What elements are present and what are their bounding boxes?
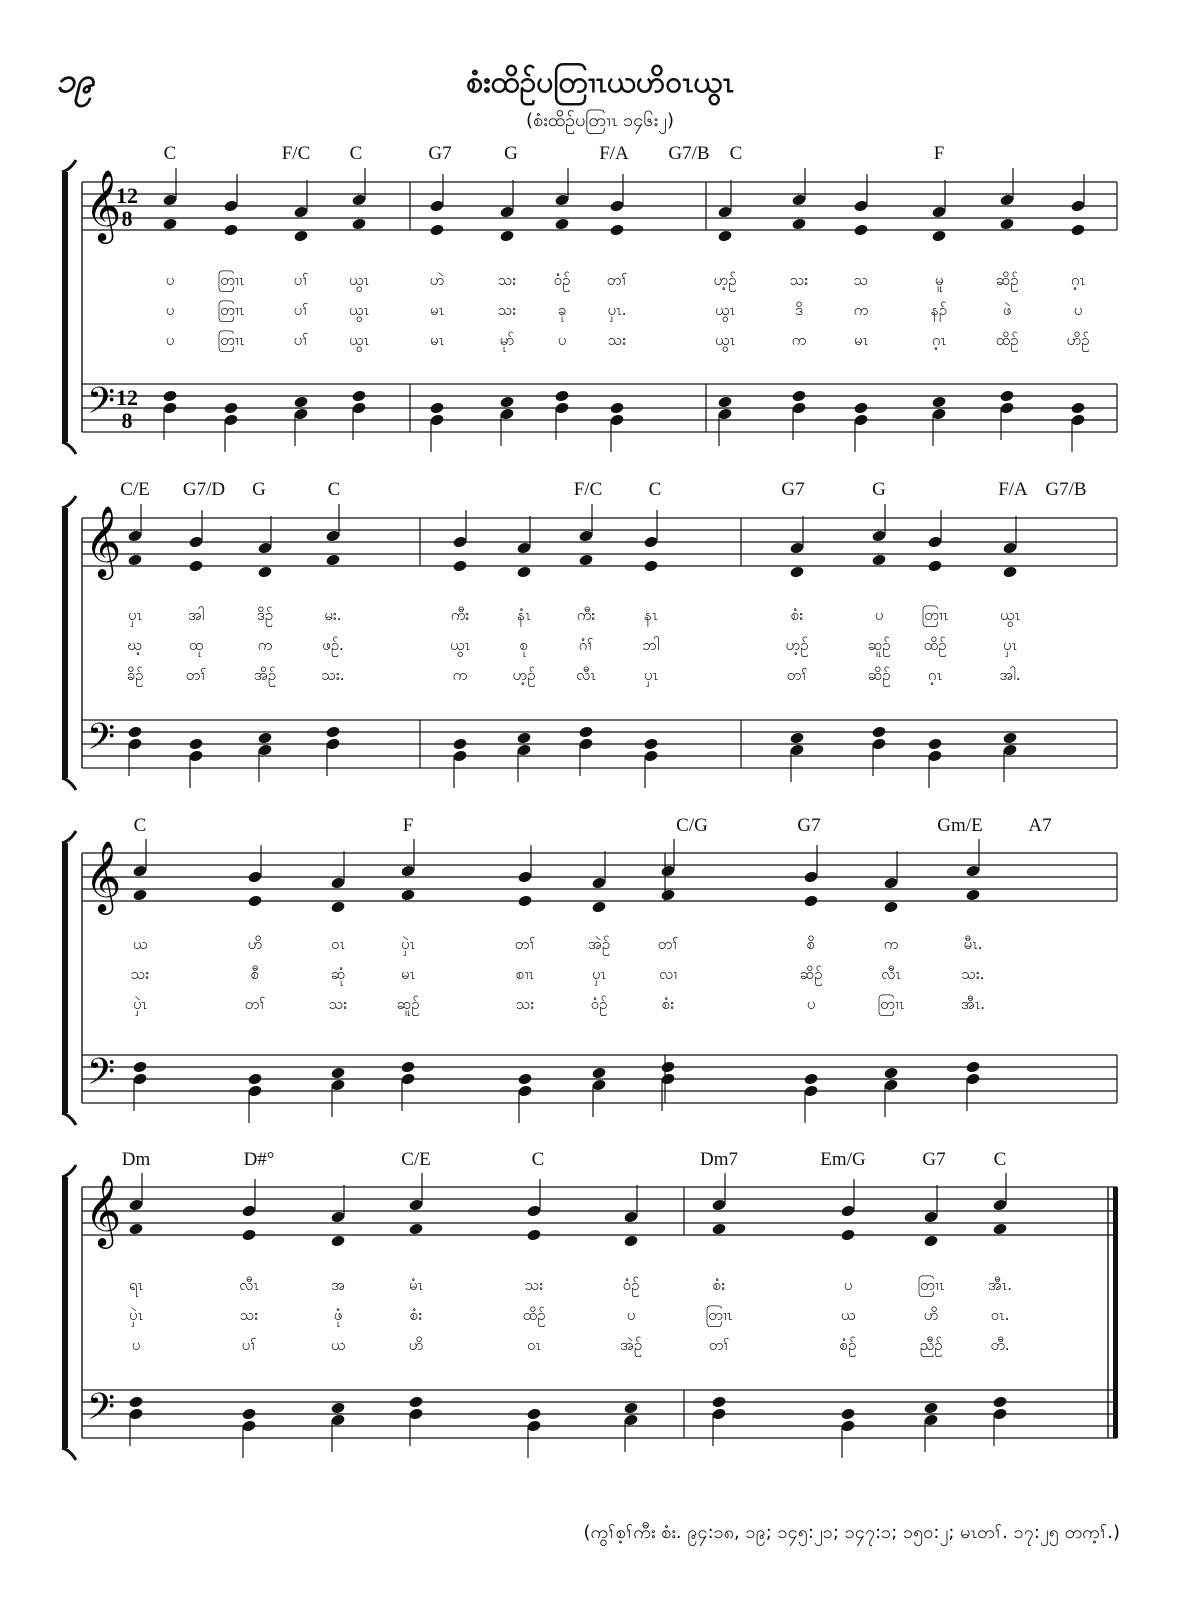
bass-note-head bbox=[132, 1060, 147, 1073]
bass-note-head bbox=[965, 1060, 980, 1073]
bass-note-head bbox=[127, 725, 142, 738]
bass-note-head bbox=[717, 395, 732, 408]
bass-clef-icon: 𝄢 bbox=[86, 716, 116, 767]
lyric-syllable: ဂ့ၤ bbox=[927, 666, 943, 684]
system-bracket bbox=[62, 1177, 68, 1448]
lyric-syllable: ယ bbox=[330, 1336, 346, 1354]
lyric-syllable: စု bbox=[519, 636, 529, 654]
lyric-syllable: မၤ bbox=[429, 301, 445, 319]
bracket-hook bbox=[62, 496, 76, 508]
bass-note-head bbox=[429, 401, 444, 414]
lyric-syllable: လီၤ bbox=[239, 1276, 259, 1294]
bass-note-head bbox=[554, 389, 569, 402]
chord-symbol: Dm7 bbox=[700, 1149, 738, 1170]
lyric-syllable: တၢ် bbox=[244, 995, 266, 1013]
lyric-syllable: ထိဉ် bbox=[923, 636, 947, 654]
lyric-syllable: သး bbox=[789, 271, 809, 289]
lyric-syllable: တၢ် bbox=[708, 1336, 730, 1354]
bass-note-head bbox=[999, 389, 1014, 402]
lyric-syllable: အ bbox=[331, 1276, 345, 1294]
treble-note-head bbox=[660, 888, 675, 901]
treble-note-head bbox=[623, 1234, 638, 1247]
bass-clef-icon: 𝄢 bbox=[86, 380, 116, 431]
bass-note-head bbox=[517, 1072, 532, 1085]
lyric-syllable: ဃ့ bbox=[127, 636, 143, 654]
treble-note-head bbox=[408, 1222, 423, 1235]
bass-note-head bbox=[293, 395, 308, 408]
lyric-syllable: ဟိ bbox=[247, 935, 263, 953]
lyric-syllable: ဝၤ. bbox=[990, 1306, 1010, 1324]
treble-note-head bbox=[883, 900, 898, 913]
chord-symbol: G bbox=[252, 479, 266, 500]
chord-symbol: F bbox=[402, 815, 414, 836]
bass-note-head bbox=[840, 1407, 855, 1420]
treble-note-head bbox=[554, 217, 569, 230]
bass-note-head bbox=[516, 731, 531, 744]
chord-symbol: G7/B bbox=[668, 143, 710, 164]
chord-symbol: C bbox=[133, 815, 147, 836]
bracket-hook bbox=[62, 442, 76, 454]
lyric-syllable: ဆုံ bbox=[330, 965, 346, 983]
lyric-syllable: ထိဉ် bbox=[522, 1306, 546, 1324]
lyric-syllable: ပှၤ bbox=[591, 965, 607, 983]
treble-note-head bbox=[257, 565, 272, 578]
chord-symbol: D#° bbox=[243, 1149, 275, 1170]
lyric-syllable: ယွၤ bbox=[348, 331, 370, 349]
lyric-syllable: တၢ် bbox=[606, 271, 628, 289]
treble-note-head bbox=[526, 1228, 541, 1241]
lyric-syllable: ပ bbox=[165, 301, 175, 319]
bass-note-head bbox=[789, 731, 804, 744]
lyric-syllable: ယွၤ bbox=[714, 331, 736, 349]
chord-symbol: F/A bbox=[998, 479, 1028, 500]
lyric-syllable: သ bbox=[853, 271, 869, 289]
lyric-syllable: အါ bbox=[187, 606, 205, 624]
lyric-syllable: ဟိဉ် bbox=[1066, 331, 1090, 349]
lyric-syllable: ယွၤ bbox=[999, 606, 1021, 624]
bass-note-head bbox=[591, 1066, 606, 1079]
bass-note-head bbox=[223, 401, 238, 414]
bass-note-head bbox=[325, 725, 340, 738]
bass-note-head bbox=[803, 1072, 818, 1085]
lyric-syllable: စံး bbox=[409, 1306, 423, 1324]
lyric-syllable: ဝံဉ် bbox=[553, 271, 571, 289]
final-thick-barline bbox=[1113, 1187, 1118, 1438]
lyric-syllable: ခု bbox=[557, 301, 567, 319]
lyric-syllable: လီၤ bbox=[576, 666, 596, 684]
lyric-syllable: ဆိဉ် bbox=[799, 965, 823, 983]
treble-clef-icon: 𝄞 bbox=[84, 168, 122, 241]
bracket-hook bbox=[62, 831, 76, 843]
bass-note-head bbox=[923, 1401, 938, 1414]
lyric-syllable: မၤ bbox=[400, 965, 416, 983]
chord-symbol: G7 bbox=[797, 815, 821, 836]
lyric-syllable: သး bbox=[328, 995, 348, 1013]
lyric-syllable: တြၢၤ bbox=[217, 331, 245, 349]
lyric-syllable: စီ bbox=[250, 965, 260, 983]
lyric-syllable: အီၤ. bbox=[960, 995, 986, 1013]
chord-symbol: F bbox=[933, 143, 945, 164]
lyric-syllable: တၢ် bbox=[514, 935, 536, 953]
treble-clef-icon: 𝄞 bbox=[84, 839, 122, 912]
lyric-syllable: ပှၤ bbox=[127, 606, 143, 624]
lyric-syllable: ပှၤ bbox=[1002, 636, 1018, 654]
treble-note-head bbox=[923, 1234, 938, 1247]
lyric-syllable: ဆိဉ် bbox=[995, 271, 1019, 289]
chord-symbol: G7 bbox=[781, 479, 805, 500]
lyric-syllable: တြၢၤ bbox=[705, 1306, 733, 1324]
chord-symbol: G7 bbox=[428, 143, 452, 164]
lyric-syllable: တြၢၤ bbox=[877, 995, 905, 1013]
lyric-syllable: စၢၤ bbox=[515, 965, 535, 983]
treble-note-head bbox=[840, 1228, 855, 1241]
system-bracket bbox=[62, 508, 68, 778]
lyric-syllable: ပ bbox=[165, 331, 175, 349]
lyric-syllable: က bbox=[452, 666, 468, 684]
lyric-syllable: ပ bbox=[843, 1276, 853, 1294]
lyric-syllable: ဟ့ဉ် bbox=[512, 666, 536, 684]
chord-symbol: C/E bbox=[401, 1149, 431, 1170]
bass-note-head bbox=[883, 1066, 898, 1079]
treble-note-head bbox=[789, 565, 804, 578]
chord-symbol: C bbox=[648, 479, 662, 500]
lyric-syllable: စံဉ် bbox=[839, 1336, 857, 1354]
lyric-syllable: စံး bbox=[790, 606, 804, 624]
treble-note-head bbox=[330, 900, 345, 913]
bass-note-head bbox=[643, 737, 658, 750]
bass-note-head bbox=[711, 1395, 726, 1408]
treble-note-head bbox=[351, 217, 366, 230]
chord-symbol: G7 bbox=[922, 1149, 946, 1170]
system-bracket bbox=[62, 172, 68, 442]
lyric-syllable: ယွၤ bbox=[348, 301, 370, 319]
bass-note-head bbox=[623, 1401, 638, 1414]
lyric-syllable: အိဉ် bbox=[253, 666, 277, 684]
chord-symbol: C bbox=[349, 143, 363, 164]
bass-note-head bbox=[992, 1395, 1007, 1408]
lyric-syllable: ဟဲ bbox=[429, 271, 445, 289]
lyric-syllable: ဟ့ဉ် bbox=[713, 271, 737, 289]
bracket-hook bbox=[62, 1448, 76, 1460]
lyric-syllable: ဝံဉ် bbox=[590, 995, 608, 1013]
chord-symbol: G7/B bbox=[1045, 479, 1087, 500]
lyric-syllable: ဖဲ bbox=[1002, 301, 1012, 319]
lyric-syllable: ယ bbox=[840, 1306, 856, 1324]
lyric-syllable: တြၢၤ bbox=[917, 1276, 945, 1294]
lyric-syllable: လီၤ bbox=[881, 965, 901, 983]
lyric-syllable: ဆိဉ် bbox=[867, 666, 891, 684]
lyric-syllable: ကီး bbox=[576, 606, 596, 624]
lyric-syllable: ဒိဉ် bbox=[256, 606, 274, 624]
treble-note-head bbox=[188, 559, 203, 572]
treble-note-head bbox=[429, 223, 444, 236]
treble-note-head bbox=[162, 217, 177, 230]
chord-symbol: F/C bbox=[281, 143, 311, 164]
lyric-syllable: အါ. bbox=[999, 666, 1021, 684]
lyric-syllable: ယွၤ bbox=[348, 271, 370, 289]
lyric-syllable: ယွၤ bbox=[714, 301, 736, 319]
bass-note-head bbox=[609, 401, 624, 414]
lyric-syllable: ဒိ bbox=[795, 301, 803, 319]
bracket-hook bbox=[62, 778, 76, 790]
bass-note-head bbox=[660, 1060, 675, 1073]
lyric-syllable: က bbox=[883, 935, 899, 953]
treble-note-head bbox=[293, 229, 308, 242]
treble-note-head bbox=[578, 553, 593, 566]
lyric-syllable: ပ bbox=[806, 995, 816, 1013]
lyric-syllable: သး bbox=[497, 271, 517, 289]
lyric-syllable: ရၤ bbox=[128, 1276, 144, 1294]
lyric-syllable: ဂ့ၤ bbox=[1070, 271, 1086, 289]
lyric-syllable: သး bbox=[497, 301, 517, 319]
lyric-syllable: စိ bbox=[806, 935, 816, 953]
treble-note-head bbox=[927, 559, 942, 572]
treble-note-head bbox=[717, 229, 732, 242]
treble-note-head bbox=[853, 223, 868, 236]
lyric-syllable: ထု bbox=[188, 636, 204, 654]
bass-note-head bbox=[927, 737, 942, 750]
lyric-syllable: တီ. bbox=[990, 1336, 1010, 1354]
lyric-syllable: သး bbox=[239, 1306, 259, 1324]
time-signature-bottom: 8 bbox=[121, 408, 133, 433]
chord-symbol: F/C bbox=[573, 479, 603, 500]
lyric-syllable: ညီဉ် bbox=[919, 1336, 943, 1354]
lyric-syllable: မၤ bbox=[853, 331, 869, 349]
bass-note-head bbox=[162, 389, 177, 402]
lyric-syllable: သး bbox=[130, 965, 150, 983]
bass-note-head bbox=[330, 1066, 345, 1079]
bass-note-head bbox=[128, 1395, 143, 1408]
treble-note-head bbox=[999, 217, 1014, 230]
chord-symbol: C/G bbox=[676, 815, 708, 836]
lyric-syllable: ပ bbox=[874, 606, 884, 624]
lyric-syllable: နံၤ bbox=[517, 606, 531, 624]
treble-note-head bbox=[992, 1222, 1007, 1235]
lyric-syllable: ခိဉ် bbox=[126, 666, 144, 684]
lyric-syllable: တၢ် bbox=[657, 935, 679, 953]
lyric-syllable: ဟ့ဉ် bbox=[785, 636, 809, 654]
treble-note-head bbox=[132, 888, 147, 901]
bass-note-head bbox=[871, 725, 886, 738]
lyric-syllable: ဟိ bbox=[408, 1336, 424, 1354]
bass-note-head bbox=[330, 1401, 345, 1414]
bracket-hook bbox=[62, 1165, 76, 1177]
bass-note-head bbox=[1070, 401, 1085, 414]
lyric-syllable: တၢ် bbox=[185, 666, 207, 684]
bracket-hook bbox=[62, 1113, 76, 1125]
treble-note-head bbox=[400, 888, 415, 901]
lyric-syllable: စံး bbox=[661, 995, 675, 1013]
lyric-syllable: ပ bbox=[131, 1336, 141, 1354]
lyric-syllable: ပၢ် bbox=[241, 1336, 257, 1354]
lyric-syllable: နၣ် bbox=[930, 301, 948, 319]
treble-note-head bbox=[711, 1222, 726, 1235]
bracket-hook bbox=[62, 160, 76, 172]
bass-note-head bbox=[188, 737, 203, 750]
bass-note-head bbox=[578, 725, 593, 738]
bass-note-head bbox=[526, 1407, 541, 1420]
treble-note-head bbox=[499, 229, 514, 242]
treble-note-head bbox=[223, 223, 238, 236]
lyric-syllable: ဆူဉ် bbox=[867, 636, 891, 654]
treble-note-head bbox=[127, 553, 142, 566]
chord-symbol: G bbox=[872, 479, 886, 500]
bass-clef-icon: 𝄢 bbox=[86, 1051, 116, 1102]
lyric-syllable: ဟိ bbox=[923, 1306, 939, 1324]
lyric-syllable: မူ bbox=[934, 271, 944, 289]
lyric-syllable: မုာ် bbox=[499, 331, 515, 349]
bass-note-head bbox=[853, 401, 868, 414]
chord-symbol: Em/G bbox=[820, 1149, 866, 1170]
lyric-syllable: အီၤ. bbox=[987, 1276, 1013, 1294]
bass-note-head bbox=[247, 1072, 262, 1085]
lyric-syllable: ပ bbox=[557, 331, 567, 349]
lyric-syllable: ဘါ bbox=[642, 636, 660, 654]
treble-note-head bbox=[609, 223, 624, 236]
treble-note-head bbox=[517, 894, 532, 907]
cross-reference-footer: (ကွၢ်စ့ၢ်ကီး စံး. ၉၄:၁၈, ၁၉; ၁၄၅:၂၁; ၁၄၇:၁; ၁၅၀:၂; မၤတၢ်. ၁၇:၂၅ တက့ၢ်.) bbox=[583, 1522, 1120, 1543]
treble-note-head bbox=[247, 894, 262, 907]
lyric-syllable: ဖဉ်. bbox=[322, 636, 344, 654]
treble-note-head bbox=[803, 894, 818, 907]
bass-clef-icon: 𝄢 bbox=[86, 1386, 116, 1437]
lyric-syllable: ပၢ် bbox=[293, 271, 309, 289]
chord-symbol: C/E bbox=[120, 479, 150, 500]
chord-symbol: C bbox=[531, 1149, 545, 1170]
time-signature-bottom: 8 bbox=[121, 206, 133, 231]
time-signature-top: 12 bbox=[116, 183, 138, 208]
lyric-syllable: ဝၤ bbox=[330, 935, 346, 953]
treble-note-head bbox=[871, 553, 886, 566]
treble-note-head bbox=[516, 565, 531, 578]
lyric-syllable: ဖုံ bbox=[333, 1306, 343, 1324]
bass-note-head bbox=[257, 731, 272, 744]
bass-note-head bbox=[791, 389, 806, 402]
time-signature-top: 12 bbox=[116, 385, 138, 410]
bass-note-head bbox=[241, 1407, 256, 1420]
bass-note-head bbox=[1002, 731, 1017, 744]
lyric-syllable: ပၢ် bbox=[293, 301, 309, 319]
lyric-syllable: မး. bbox=[324, 606, 342, 624]
lyric-syllable: ဆူဉ် bbox=[396, 995, 420, 1013]
lyric-syllable: တၢ် bbox=[786, 666, 808, 684]
lyric-syllable: ပှဲၤ bbox=[128, 1306, 144, 1324]
lyric-syllable: ပ bbox=[1073, 301, 1083, 319]
lyric-syllable: ပှဲၤ bbox=[132, 995, 148, 1013]
treble-note-head bbox=[330, 1234, 345, 1247]
lyric-syllable: သး bbox=[515, 995, 535, 1013]
bass-note-head bbox=[931, 395, 946, 408]
chord-symbol: G bbox=[504, 143, 518, 164]
treble-clef-icon: 𝄞 bbox=[84, 1173, 122, 1246]
lyric-syllable: က bbox=[257, 636, 273, 654]
treble-note-head bbox=[128, 1222, 143, 1235]
treble-note-head bbox=[791, 217, 806, 230]
chord-symbol: Gm/E bbox=[937, 815, 983, 836]
treble-note-head bbox=[1070, 223, 1085, 236]
chord-symbol: C bbox=[729, 143, 743, 164]
treble-note-head bbox=[452, 559, 467, 572]
lyric-syllable: ဝၤ bbox=[526, 1336, 542, 1354]
lyric-syllable: သး. bbox=[321, 666, 345, 684]
lyric-syllable: မီၤ. bbox=[963, 935, 983, 953]
lyric-syllable: ထိဉ် bbox=[995, 331, 1019, 349]
treble-note-head bbox=[965, 888, 980, 901]
lyric-syllable: က bbox=[853, 301, 869, 319]
lyric-syllable: မံၤ bbox=[408, 1276, 424, 1294]
chord-symbol: C bbox=[163, 143, 177, 164]
lyric-syllable: ပ bbox=[165, 271, 175, 289]
lyric-syllable: မၤ bbox=[429, 331, 445, 349]
bass-note-head bbox=[351, 389, 366, 402]
system-bracket bbox=[62, 843, 68, 1113]
bass-note-head bbox=[452, 737, 467, 750]
lyric-syllable: တြၢၤ bbox=[217, 271, 245, 289]
scripture-subtitle: (စံးထိဉ်ပတြၢၤ ၁၄၆း၂) bbox=[526, 110, 674, 131]
lyric-syllable: ပှဲၤ bbox=[400, 935, 416, 953]
lyric-syllable: သး bbox=[524, 1276, 544, 1294]
lyric-syllable: ကီး bbox=[450, 606, 470, 624]
lyric-syllable: အဲဉ် bbox=[619, 1336, 643, 1354]
lyric-syllable: သး. bbox=[961, 965, 985, 983]
lyric-syllable: တြၢၤ bbox=[921, 606, 949, 624]
treble-clef-icon: 𝄞 bbox=[84, 504, 122, 577]
lyric-syllable: ပ bbox=[626, 1306, 636, 1324]
lyric-syllable: နၤ bbox=[644, 606, 658, 624]
bass-note-head bbox=[499, 395, 514, 408]
chord-symbol: C bbox=[327, 479, 341, 500]
treble-note-head bbox=[931, 229, 946, 242]
lyric-syllable: စံး bbox=[712, 1276, 726, 1294]
lyric-syllable: ပှၤ. bbox=[607, 301, 627, 319]
lyric-syllable: ယ bbox=[132, 935, 148, 953]
lyric-syllable: လၢ bbox=[658, 965, 678, 983]
hymn-title: စံးထိဉ်ပတြၢၤယဟိဝၤယွၤ bbox=[466, 65, 734, 100]
lyric-syllable: ဂ့ၤ bbox=[931, 331, 947, 349]
bass-note-head bbox=[408, 1395, 423, 1408]
treble-note-head bbox=[241, 1228, 256, 1241]
page-number: ၁၉ bbox=[56, 61, 95, 101]
lyric-syllable: က bbox=[791, 331, 807, 349]
chord-symbol: C bbox=[993, 1149, 1007, 1170]
treble-note-head bbox=[1002, 565, 1017, 578]
lyric-syllable: ဝံဉ် bbox=[622, 1276, 640, 1294]
chord-symbol: F/A bbox=[599, 143, 629, 164]
chord-symbol: Dm bbox=[121, 1149, 151, 1170]
lyric-syllable: အဲဉ် bbox=[587, 935, 611, 953]
chord-symbol: G7/D bbox=[182, 479, 226, 500]
lyric-syllable: ယွၤ bbox=[449, 636, 471, 654]
lyric-syllable: သး bbox=[607, 331, 627, 349]
lyric-syllable: တြၢၤ bbox=[217, 301, 245, 319]
treble-note-head bbox=[325, 553, 340, 566]
treble-note-head bbox=[591, 900, 606, 913]
lyric-syllable: ဂံၢ် bbox=[578, 636, 594, 654]
lyric-syllable: ပၢ် bbox=[293, 331, 309, 349]
bass-note-head bbox=[400, 1060, 415, 1073]
chord-symbol: A7 bbox=[1028, 815, 1052, 836]
treble-note-head bbox=[643, 559, 658, 572]
lyric-syllable: ပှၤ bbox=[643, 666, 659, 684]
